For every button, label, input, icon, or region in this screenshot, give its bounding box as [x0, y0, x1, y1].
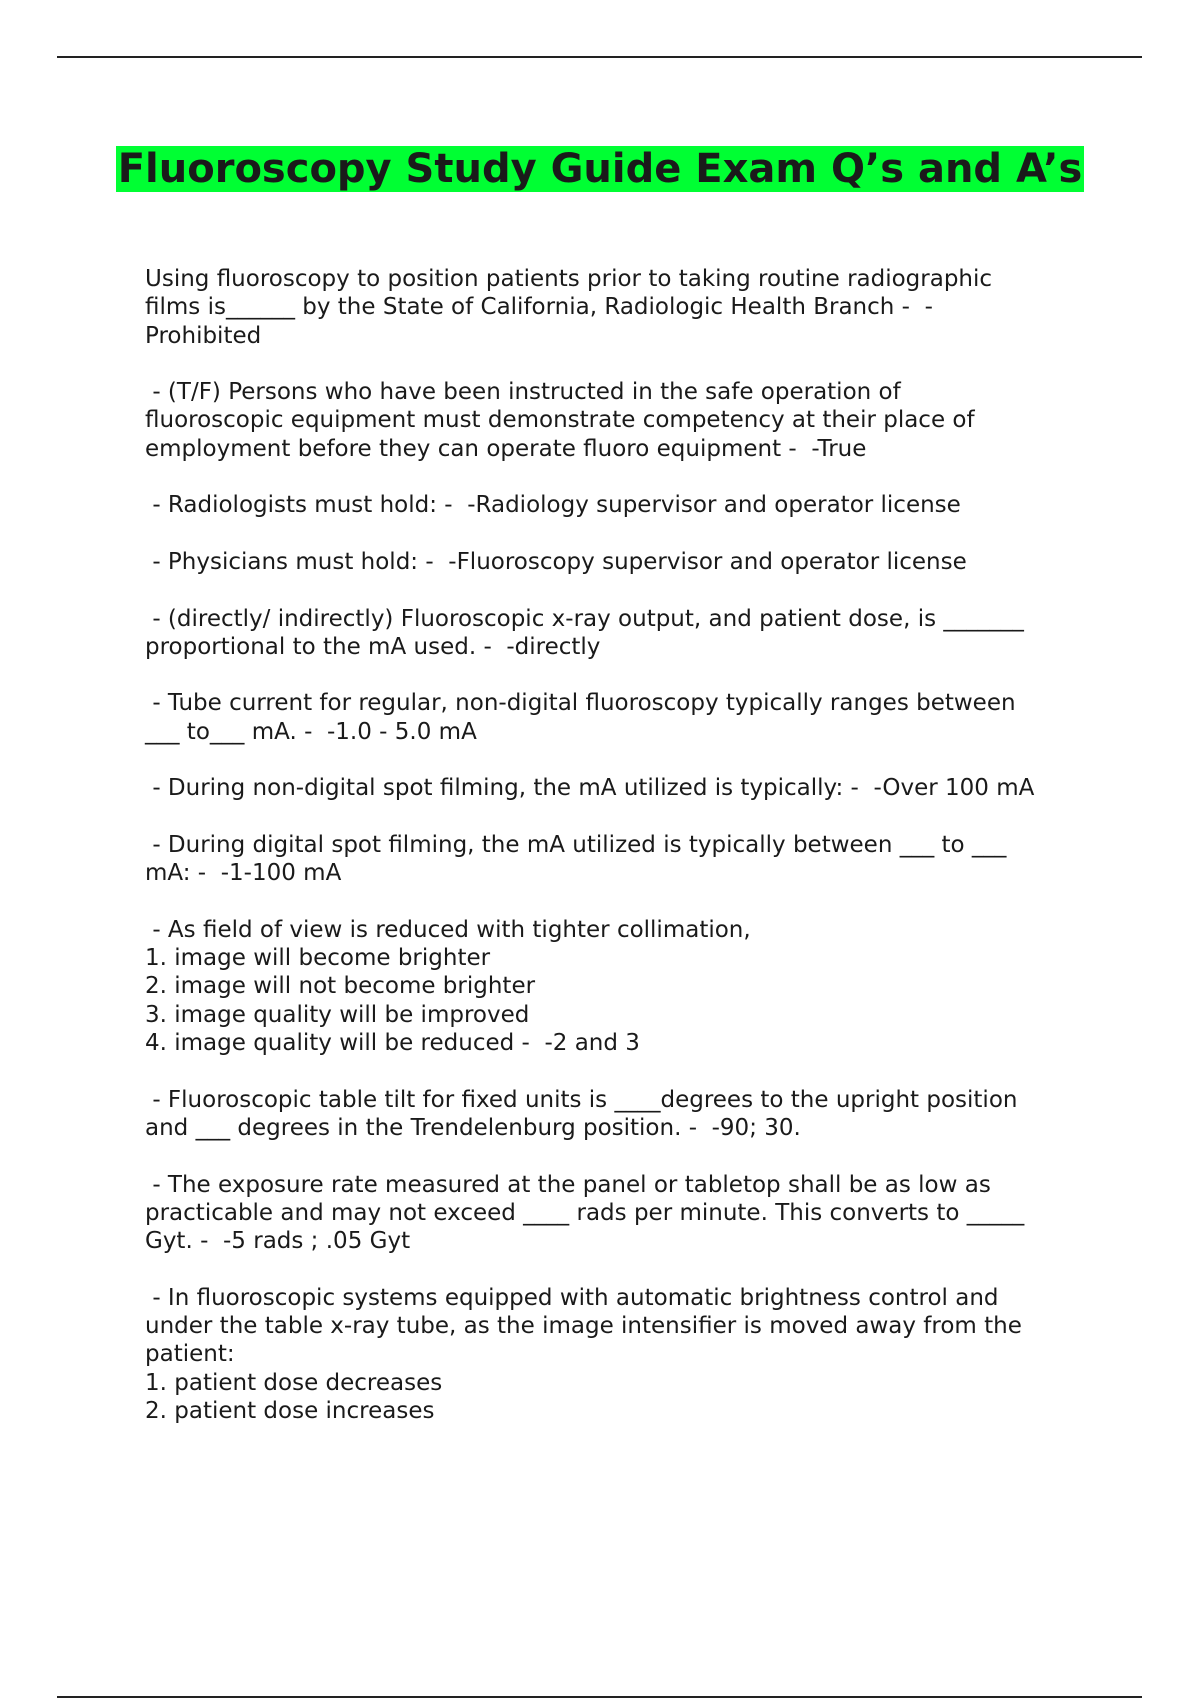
qa-line: - (directly/ indirectly) Fluoroscopic x-ray output, and patient dose, is _______	[145, 605, 1024, 632]
qa-line: - Tube current for regular, non-digital fluoroscopy typically ranges between	[145, 690, 1016, 717]
qa-line: - The exposure rate measured at the panel or tabletop shall be as low as	[145, 1171, 991, 1198]
qa-line: 1. patient dose decreases	[145, 1369, 443, 1396]
qa-item	[145, 378, 1085, 463]
qa-line: 3. image quality will be improved	[145, 1001, 530, 1028]
qa-item	[145, 774, 1085, 802]
qa-line: Gyt. - -5 rads ; .05 Gyt	[145, 1228, 411, 1255]
qa-item	[145, 689, 1085, 746]
qa-line: proportional to the mA used. - -directly	[145, 633, 601, 660]
qa-line: - Radiologists must hold: - -Radiology supervisor and operator license	[145, 492, 961, 519]
qa-line: - Physicians must hold: - -Fluoroscopy supervisor and operator license	[145, 548, 967, 575]
qa-line: patient:	[145, 1341, 235, 1368]
qa-item	[145, 491, 1085, 519]
qa-line: - In fluoroscopic systems equipped with automatic brightness control and	[145, 1284, 999, 1311]
qa-line: - During non-digital spot filming, the mA utilized is typically: - -Over 100 mA	[145, 775, 1035, 802]
header-rule	[57, 56, 1142, 58]
qa-line: practicable and may not exceed ____ rads per minute. This converts to _____	[145, 1199, 1025, 1226]
qa-item	[145, 605, 1085, 662]
qa-line: and ___ degrees in the Trendelenburg position. - -90; 30.	[145, 1114, 801, 1141]
qa-line: fluoroscopic equipment must demonstrate competency at their place of	[145, 407, 975, 434]
qa-line: - During digital spot filming, the mA utilized is typically between ___ to ___	[145, 831, 1007, 858]
qa-line: under the table x-ray tube, as the image intensifier is moved away from the	[145, 1312, 1022, 1339]
qa-line: - As field of view is reduced with tighter collimation,	[145, 916, 751, 943]
qa-line: - (T/F) Persons who have been instructed in the safe operation of	[145, 379, 901, 406]
document-title-text: Fluoroscopy Study Guide Exam Q’s and A’s	[117, 146, 1083, 192]
qa-line: Using fluoroscopy to position patients prior to taking routine radiographic	[145, 266, 993, 292]
qa-line: 2. image will not become brighter	[145, 973, 536, 1000]
qa-item	[145, 1284, 1085, 1425]
qa-line: Prohibited	[145, 322, 262, 349]
qa-line: films is______ by the State of California, Radiologic Health Branch - -	[145, 294, 933, 321]
qa-item	[145, 916, 1085, 1057]
document-body	[145, 265, 1085, 1453]
qa-item	[145, 831, 1085, 888]
qa-line: - Fluoroscopic table tilt for fixed units is ____degrees to the upright position	[145, 1086, 1018, 1113]
qa-item	[145, 548, 1085, 576]
qa-line: employment before they can operate fluoro equipment - -True	[145, 435, 867, 462]
qa-line: mA: - -1-100 mA	[145, 860, 342, 887]
qa-line: 4. image quality will be reduced - -2 and 3	[145, 1030, 640, 1057]
qa-item	[145, 265, 1085, 350]
qa-item	[145, 1171, 1085, 1256]
qa-line: 1. image will become brighter	[145, 945, 491, 972]
qa-item	[145, 1086, 1085, 1143]
footer-rule	[57, 1696, 1142, 1698]
document-title	[100, 146, 1100, 193]
qa-line: ___ to___ mA. - -1.0 - 5.0 mA	[145, 718, 477, 745]
qa-line: 2. patient dose increases	[145, 1397, 435, 1424]
